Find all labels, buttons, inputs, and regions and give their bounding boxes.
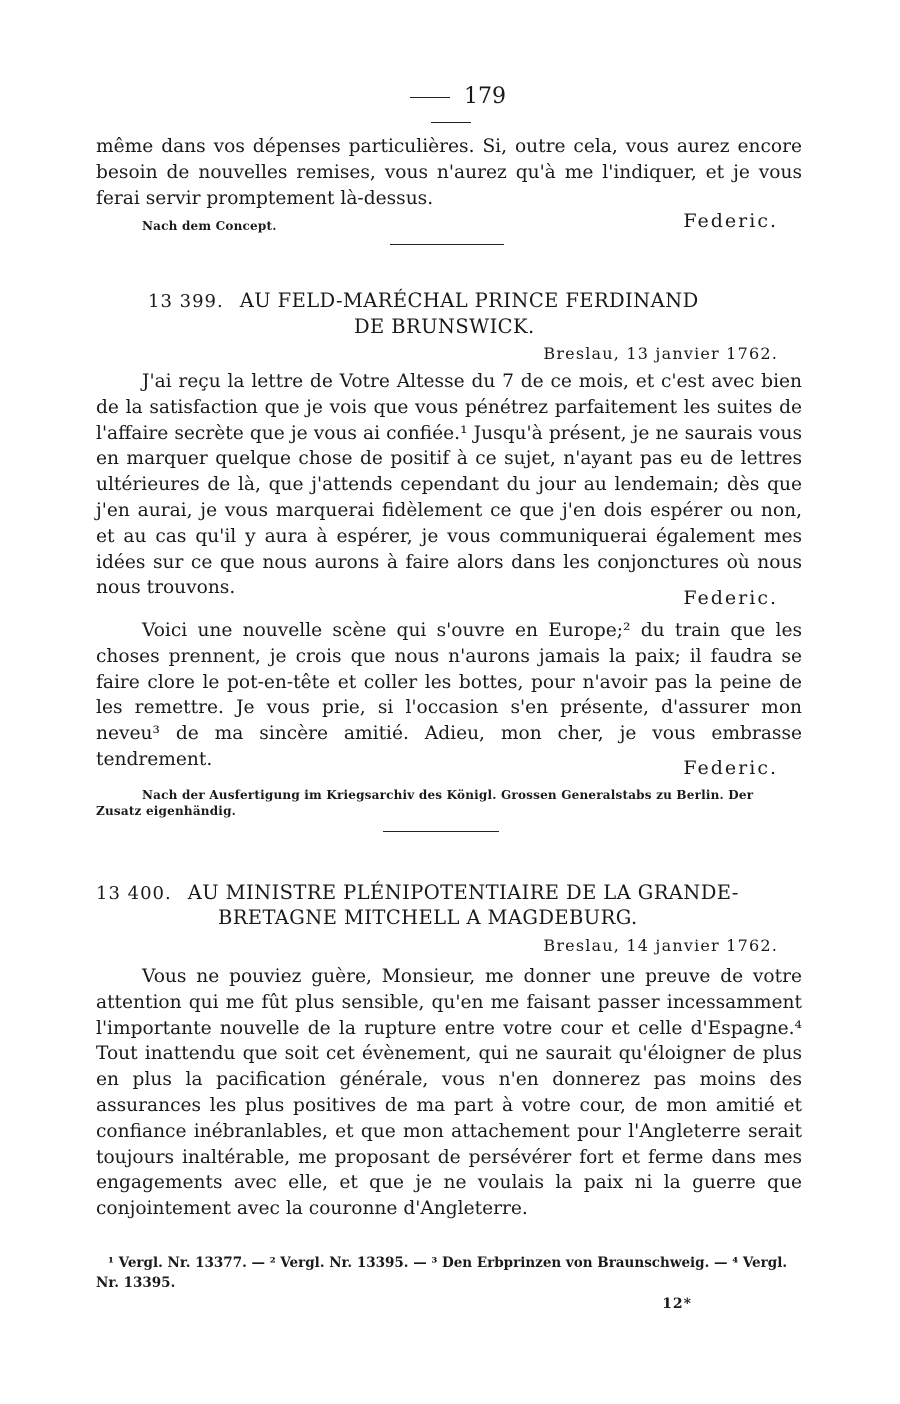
dash-left [410, 97, 450, 98]
dash-right [431, 122, 471, 123]
opening-text: même dans vos dépenses particulières. Si, outre cela, vous aurez encore besoin de nouvelles remises, vous n'aurez qu'à me l'indiquer, et je vous ferai servir promptement là-dessus. [96, 136, 802, 209]
letter-body-text: Vous ne pouviez guère, Monsieur, me donner une preuve de votre attention qui me fût plus sensible, qu'en me faisant passer incessamment l'importante nouvelle de la rupture entre votre cour et celle d'Espagne.⁴ Tout inattendu que soit cet évènement, qui ne saurait qu'éloigner de plus en plus la pacification générale, vous n'en donnerez pas moins des assurances les plus positives de ma part à votre cour, de mon amitié et confiance inébranlables, et que mon attachement pour l'Angleterre serait toujours inaltérable, me proposant de persévérer fort et ferme dans mes engagements avec elle, et que je ne voulais la paix ni la guerre que conjointement avec la couronne d'Angleterre. [96, 966, 802, 1220]
page-number-text: 179 [464, 84, 506, 109]
letter-source: Nach der Ausfertigung im Kriegsarchiv des Königl. Grossen Generalstabs zu Berlin. Der Zusatz eigenhändig. [96, 788, 754, 818]
letter-title-line1: AU FELD-MARÉCHAL PRINCE FERDINAND [239, 289, 699, 312]
letter-place-date: Breslau, 14 janvier 1762. [543, 936, 778, 955]
letter-number: 13 400. [96, 883, 172, 904]
opening-signature: Federic. [683, 210, 778, 232]
page-number [366, 84, 536, 134]
letter-body-text: J'ai reçu la lettre de Votre Altesse du 7 de ce mois, et c'est avec bien de la satisfaction que je vois que vous pénétrez parfaitement les suites de l'affaire secrète que je vous ai confiée.¹ Jusqu'à présent, je ne saurais vous en marquer quelque chose de positif à ce sujet, n'ayant pas eu de lettres ultérieures de là, que j'attends cependant du jour au lendemain; dès que j'en aurai, je vous marquerai fidèlement ce que j'en dois espérer ou non, et au cas qu'il y aura à espérer, je vous communiquerai également mes idées sur ce que nous aurons à faire alors dans les conjonctures où nous nous trouvons. [96, 371, 802, 599]
letter-body [96, 369, 802, 601]
letter-body [96, 964, 802, 1222]
letter-title-line2: DE BRUNSWICK. [354, 315, 535, 338]
letter-title-line2: BRETAGNE MITCHELL A MAGDEBURG. [218, 906, 638, 929]
postscript-signature: Federic. [683, 757, 778, 779]
letter-signature: Federic. [683, 587, 778, 609]
letter-heading [148, 288, 788, 315]
postscript-text: Voici une nouvelle scène qui s'ouvre en Europe;² du train que les choses prennent, je crois que nous n'aurons jamais la paix; il faudra se faire clore le pot-en-tête et coller les bottes, pour n'avoir pas la peine de les remettre. Je vous prie, si l'occasion s'en présente, d'assurer mon neveu³ de ma sincère amitié. Adieu, mon cher, je vous embrasse tendrement. [96, 620, 802, 770]
signature-mark: 12* [662, 1296, 692, 1312]
letter-number: 13 399. [148, 291, 224, 312]
opening-paragraph [96, 134, 802, 211]
separator-rule [390, 244, 504, 245]
opening-source: Nach dem Concept. [142, 219, 277, 233]
letter-postscript [96, 618, 802, 773]
letter-heading [96, 880, 802, 907]
footnotes: ¹ Vergl. Nr. 13377. — ² Vergl. Nr. 13395. — ³ Den Erbprinzen von Braunschweig. — ⁴ Vergl. Nr. 13395. [96, 1255, 788, 1291]
letter-place-date: Breslau, 13 janvier 1762. [543, 344, 778, 363]
separator-rule [383, 831, 499, 832]
letter-title-line1: AU MINISTRE PLÉNIPOTENTIAIRE DE LA GRANDE- [187, 881, 739, 904]
